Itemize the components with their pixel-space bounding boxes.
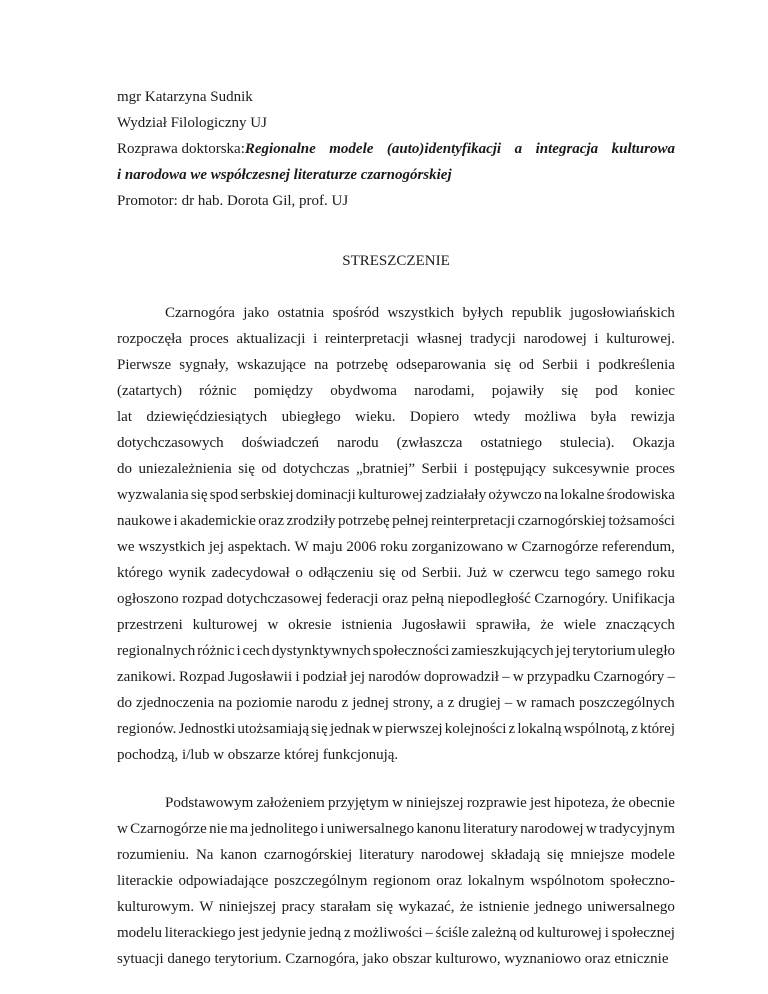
- paragraph-line: zanikowi. Rozpad Jugosławii i podział jej narodów doprowadził – w przypadku Czarnogóry –: [117, 669, 675, 685]
- paragraph-line: sytuacji danego terytorium. Czarnogóra, jako obszar kulturowo, wyznaniowo oraz etnicznie: [117, 951, 669, 967]
- paragraph-line: w Czarnogórze nie ma jednolitego i uniwersalnego kanonu literatury narodowej w tradycyjnym: [117, 821, 675, 837]
- paragraph-line: (zatartych) różnic pomiędzy obydwoma narodami, pojawiły się pod koniec: [117, 383, 675, 399]
- thesis-label: Rozprawa doktorska:: [117, 141, 245, 157]
- paragraph-line: modelu literackiego jest jedynie jedną z możliwości – ściśle zależną od kulturowej i społecznej: [117, 925, 675, 941]
- paragraph-line: rozpoczęła proces aktualizacji i reinterpretacji własnej tradycji narodowej i kulturowej.: [117, 331, 675, 347]
- paragraph-line: lat dziewięćdziesiątych ubiegłego wieku. Dopiero wtedy możliwa była rewizja: [117, 409, 675, 425]
- paragraph-line: ogłoszono rozpad dotychczasowej federacji oraz pełną niepodległość Czarnogóry. Unifikacja: [117, 591, 675, 607]
- paragraph-line: Pierwsze sygnały, wskazujące na potrzebę odseparowania się od Serbii i podkreślenia: [117, 357, 675, 373]
- paragraph-line: Czarnogóra jako ostatnia spośród wszystkich byłych republik jugosłowiańskich: [165, 305, 675, 321]
- paragraph-line: regionalnych różnic i cech dystynktywnych społeczności zamieszkujących jej terytorium uległo: [117, 643, 675, 659]
- paragraph-line: we wszystkich jej aspektach. W maju 2006 roku zorganizowano w Czarnogórze referendum,: [117, 539, 675, 555]
- paragraph-line: którego wynik zadecydował o odłączeniu się od Serbii. Już w czerwcu tego samego roku: [117, 565, 675, 581]
- paragraph-line: rozumieniu. Na kanon czarnogórskiej literatury narodowej składają się mniejsze modele: [117, 847, 675, 863]
- thesis-title-line1: Regionalne modele (auto)identyfikacji a integracja kulturowa: [244, 141, 675, 157]
- document-page: [117, 84, 675, 972]
- thesis-title-line2: i narodowa we współczesnej literaturze czarnogórskiej: [117, 167, 452, 183]
- paragraph-line: kulturowym. W niniejszej pracy starałam się wykazać, że istnienie jednego uniwersalnego: [117, 899, 675, 915]
- author-line: mgr Katarzyna Sudnik: [117, 89, 253, 105]
- paragraph-line: naukowe i akademickie oraz zrodziły potrzebę pełnej reinterpretacji czarnogórskiej tożsamości: [117, 513, 675, 529]
- faculty-line: Wydział Filologiczny UJ: [117, 115, 267, 131]
- thesis-line: [117, 136, 675, 162]
- promoter-line: Promotor: dr hab. Dorota Gil, prof. UJ: [117, 193, 349, 209]
- paragraph-line: Podstawowym założeniem przyjętym w niniejszej rozprawie jest hipoteza, że obecnie: [165, 795, 675, 811]
- paragraph-line: przestrzeni kulturowej w okresie istnienia Jugosławii sprawiła, że wiele znaczących: [117, 617, 675, 633]
- paragraph-2: [117, 790, 675, 972]
- paragraph-line: do uniezależnienia się od dotychczas „bratniej” Serbii i postępujący sukcesywnie proces: [117, 461, 675, 477]
- paragraph-line: do zjednoczenia na poziomie narodu z jednej strony, a z drugiej – w ramach poszczególnych: [117, 695, 675, 711]
- section-title: STRESZCZENIE: [342, 253, 450, 269]
- paragraph-line: wyzwalania się spod serbskiej dominacji kulturowej zadziałały ożywczo na lokalne środowiska: [117, 487, 675, 503]
- paragraph-1: [117, 300, 675, 768]
- paragraph-line: dotychczasowych doświadczeń narodu (zwłaszcza ostatniego stulecia). Okazja: [117, 435, 675, 451]
- paragraph-line: regionów. Jednostki utożsamiają się jednak w pierwszej kolejności z lokalną wspólnotą, z której: [117, 721, 675, 737]
- paragraph-line: pochodzą, i/lub w obszarze której funkcjonują.: [117, 747, 399, 763]
- paragraph-line: literackie odpowiadające poszczególnym regionom oraz lokalnym wspólnotom społeczno-: [117, 873, 675, 889]
